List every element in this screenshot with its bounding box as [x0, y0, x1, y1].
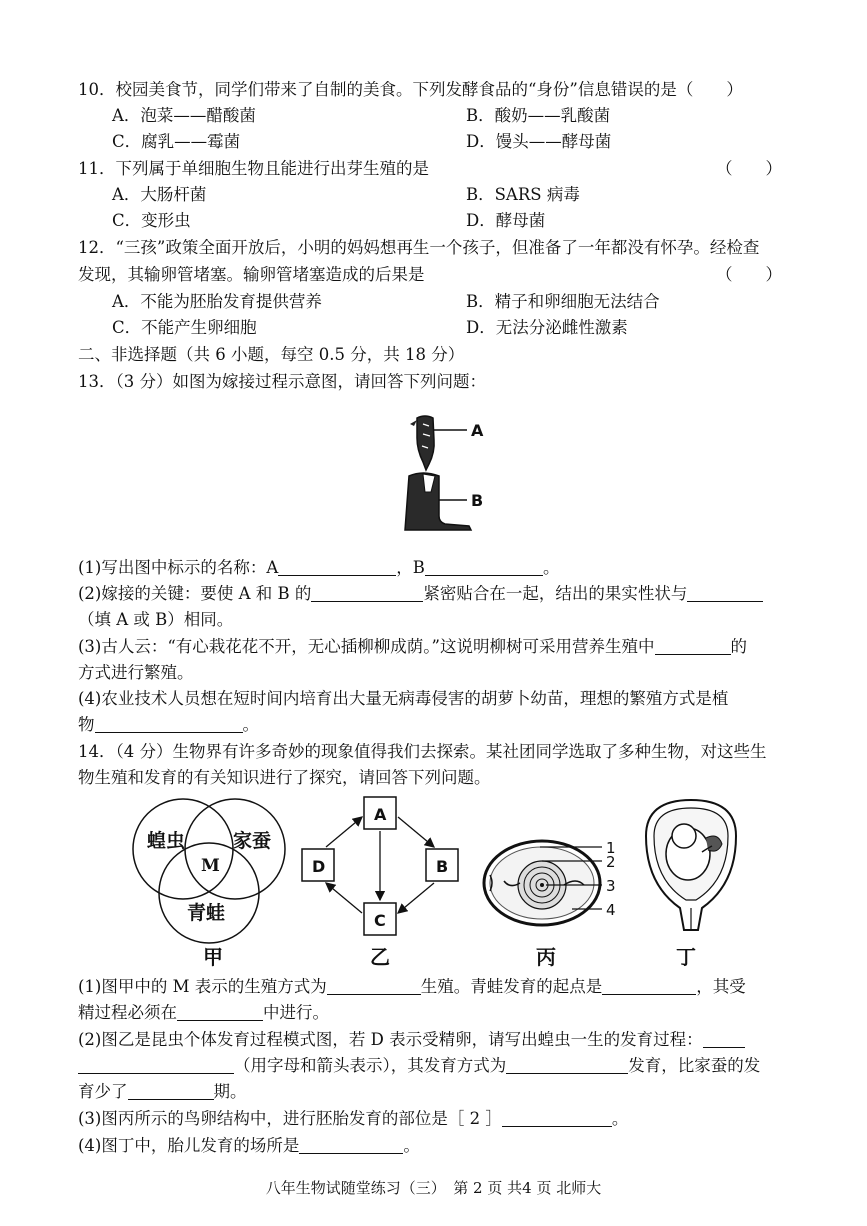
q13-part3-line2: 方式进行繁殖。 — [78, 663, 194, 682]
q14-blank-missing-stage[interactable] — [128, 1081, 214, 1100]
q14-part1-line2 — [78, 999, 329, 1023]
q14-blank-frog-origin[interactable] — [602, 976, 696, 995]
q14-p1-line2-end: 中进行。 — [263, 1003, 329, 1022]
uterus-diagram — [636, 796, 746, 936]
q11-option-d: D．酵母菌 — [466, 211, 546, 230]
q13-p4-end: 。 — [242, 715, 259, 734]
q14-p2-line2-text: （用字母和箭头表示），其发育方式为 — [234, 1056, 507, 1075]
q12-stem-line1: 12．“三孩”政策全面开放后，小明的妈妈想再生一个孩子，但准备了一年都没有怀孕。经检查 — [78, 238, 760, 257]
q14-p1-text: (1)图甲中的 M 表示的生殖方式为 — [78, 977, 327, 996]
q11-stem: 11．下列属于单细胞生物且能进行出芽生殖的是 — [78, 159, 429, 178]
arrow-a-b — [398, 817, 434, 847]
venn-diagram — [125, 793, 295, 953]
q13-part2-line2: （填 A 或 B）相同。 — [78, 610, 234, 629]
label-a: A — [471, 421, 484, 440]
caption-jia: 甲 — [203, 945, 223, 969]
q11-option-a: A．大肠杆菌 — [112, 185, 207, 204]
venn-label-silkworm: 家蚕 — [233, 830, 272, 852]
arrow-b-c — [398, 883, 434, 913]
q13-part3 — [78, 633, 747, 657]
venn-label-m: M — [201, 856, 220, 876]
cycle-label-a: A — [374, 805, 387, 824]
q14-p1-end: ，其受 — [696, 977, 746, 996]
q14-blank-reproduction-type[interactable] — [327, 976, 421, 995]
q14-blank-locust-process[interactable] — [78, 1055, 234, 1074]
q14-p4-text: (4)图丁中，胎儿发育的场所是 — [78, 1136, 300, 1155]
bird-egg-diagram — [480, 833, 630, 933]
q13-part1 — [78, 554, 559, 578]
q13-blank-a-name[interactable] — [278, 557, 396, 576]
q14-blank-embryo-part[interactable] — [502, 1108, 612, 1127]
q14-p3-end: 。 — [611, 1109, 629, 1128]
caption-bing: 丙 — [536, 945, 556, 969]
cycle-label-c: C — [374, 911, 386, 930]
q14-p2-line3-end: 期。 — [213, 1082, 247, 1101]
q14-part2-line2 — [78, 1052, 760, 1076]
q14-blank-fetus-site[interactable] — [299, 1135, 403, 1154]
q14-part4 — [78, 1132, 420, 1156]
arrow-d-a — [326, 817, 362, 847]
q11-option-c: C．变形虫 — [112, 211, 191, 230]
egg-label-2: 2 — [606, 853, 616, 871]
q14-part2-line3 — [78, 1078, 247, 1102]
q14-p2-text: (2)图乙是昆虫个体发育过程模式图，若 D 表示受精卵，请写出蝗虫一生的发育过程： — [78, 1030, 703, 1049]
q10-option-a: A．泡菜——醋酸菌 — [112, 106, 256, 125]
scion-shape — [417, 416, 434, 470]
q13-p3-end: 的 — [730, 637, 747, 656]
q14-p2-line2-tail: 发育，比家蚕的发 — [628, 1056, 761, 1075]
q13-part4-line2 — [78, 711, 259, 735]
q12-stem-line2: 发现，其输卵管堵塞。输卵管堵塞造成的后果是 — [78, 265, 425, 284]
q13-part4-line1: (4)农业技术人员想在短时间内培育出大量无病毒侵害的胡萝卜幼苗，理想的繁殖方式是植 — [78, 689, 729, 708]
egg-label-4: 4 — [606, 901, 616, 919]
arrow-c-d — [326, 883, 362, 913]
stock-shape — [405, 473, 471, 530]
q14-part1 — [78, 973, 746, 997]
label-b: B — [471, 491, 484, 510]
q14-stem-line2: 物生殖和发育的有关知识进行了探究，请回答下列问题。 — [78, 768, 491, 787]
q13-p1-end: 。 — [542, 558, 560, 577]
q13-blank-tissue-culture[interactable] — [95, 714, 243, 733]
q11-answer-paren: （ ） — [716, 159, 782, 178]
q13-p3-text: (3)古人云：“有心栽花花不开，无心插柳柳成荫。”这说明柳树可采用营养生殖中 — [78, 637, 655, 656]
q10-option-b: B．酸奶——乳酸菌 — [466, 106, 611, 125]
q14-p1-mid: 生殖。青蛙发育的起点是 — [420, 977, 603, 996]
q13-blank-b-name[interactable] — [425, 557, 543, 576]
q12-answer-paren: （ ） — [716, 265, 782, 284]
grafting-diagram — [395, 412, 505, 534]
section-2-heading: 二、非选择题（共 6 小题，每空 0.5 分，共 18 分） — [78, 345, 465, 364]
q14-stem-line1: 14．（4 分）生物界有许多奇妙的现象值得我们去探索。某社团同学选取了多种生物，对这些生 — [78, 742, 767, 761]
venn-label-locust: 蝗虫 — [147, 830, 186, 852]
q12-option-d: D．无法分泌雌性激素 — [466, 318, 628, 337]
q12-option-c: C．不能产生卵细胞 — [112, 318, 257, 337]
q13-p2-text: (2)嫁接的关键：要使 A 和 B 的 — [78, 584, 312, 603]
q13-p4-text: 物 — [78, 715, 95, 734]
cycle-label-d: D — [312, 857, 326, 876]
cycle-label-b: B — [436, 857, 449, 876]
q10-option-c: C．腐乳——霉菌 — [112, 132, 241, 151]
q13-p2-mid: 紧密贴合在一起，结出的果实性状与 — [423, 584, 688, 603]
fetus-head — [672, 824, 696, 848]
q14-p3-text: (3)图丙所示的鸟卵结构中，进行胚胎发育的部位是［ 2 ］ — [78, 1109, 502, 1128]
q10-stem: 10．校园美食节，同学们带来了自制的美食。下列发酵食品的“身份”信息错误的是（ ） — [78, 80, 743, 99]
q14-blank-fertilization-medium[interactable] — [177, 1002, 263, 1021]
q13-stem: 13．（3 分）如图为嫁接过程示意图，请回答下列问题： — [78, 372, 486, 391]
caption-ding: 丁 — [676, 945, 696, 969]
q14-p2-line3-text: 育少了 — [78, 1082, 128, 1101]
q14-p4-end: 。 — [403, 1136, 420, 1155]
egg-label-3: 3 — [606, 877, 616, 895]
egg-label-1: 1 — [606, 839, 616, 857]
q13-blank-fruit-trait[interactable] — [687, 583, 763, 602]
q13-blank-contact-part[interactable] — [311, 583, 423, 602]
insect-cycle-diagram — [300, 793, 470, 943]
q12-option-a: A．不能为胚胎发育提供营养 — [112, 292, 322, 311]
q13-blank-propagation-method[interactable] — [655, 636, 731, 655]
q14-part3 — [78, 1105, 628, 1129]
q13-part2 — [78, 580, 763, 604]
q14-blank-locust-process-start[interactable] — [703, 1029, 745, 1048]
caption-yi: 乙 — [370, 945, 390, 969]
page-footer: 八年生物试随堂练习（三） 第 2 页 共4 页 北师大 — [265, 1179, 602, 1197]
q14-part2 — [78, 1026, 745, 1050]
q14-p1-line2-text: 精过程必须在 — [78, 1003, 177, 1022]
venn-label-frog: 青蛙 — [187, 902, 226, 924]
q11-option-b: B．SARS 病毒 — [466, 185, 580, 204]
q12-option-b: B．精子和卵细胞无法结合 — [466, 292, 660, 311]
q13-p1-mid: ，B — [396, 558, 425, 577]
q10-option-d: D．馒头——酵母菌 — [466, 132, 612, 151]
q13-p1-text: (1)写出图中标示的名称：A — [78, 558, 279, 577]
q14-blank-development-type[interactable] — [506, 1055, 628, 1074]
